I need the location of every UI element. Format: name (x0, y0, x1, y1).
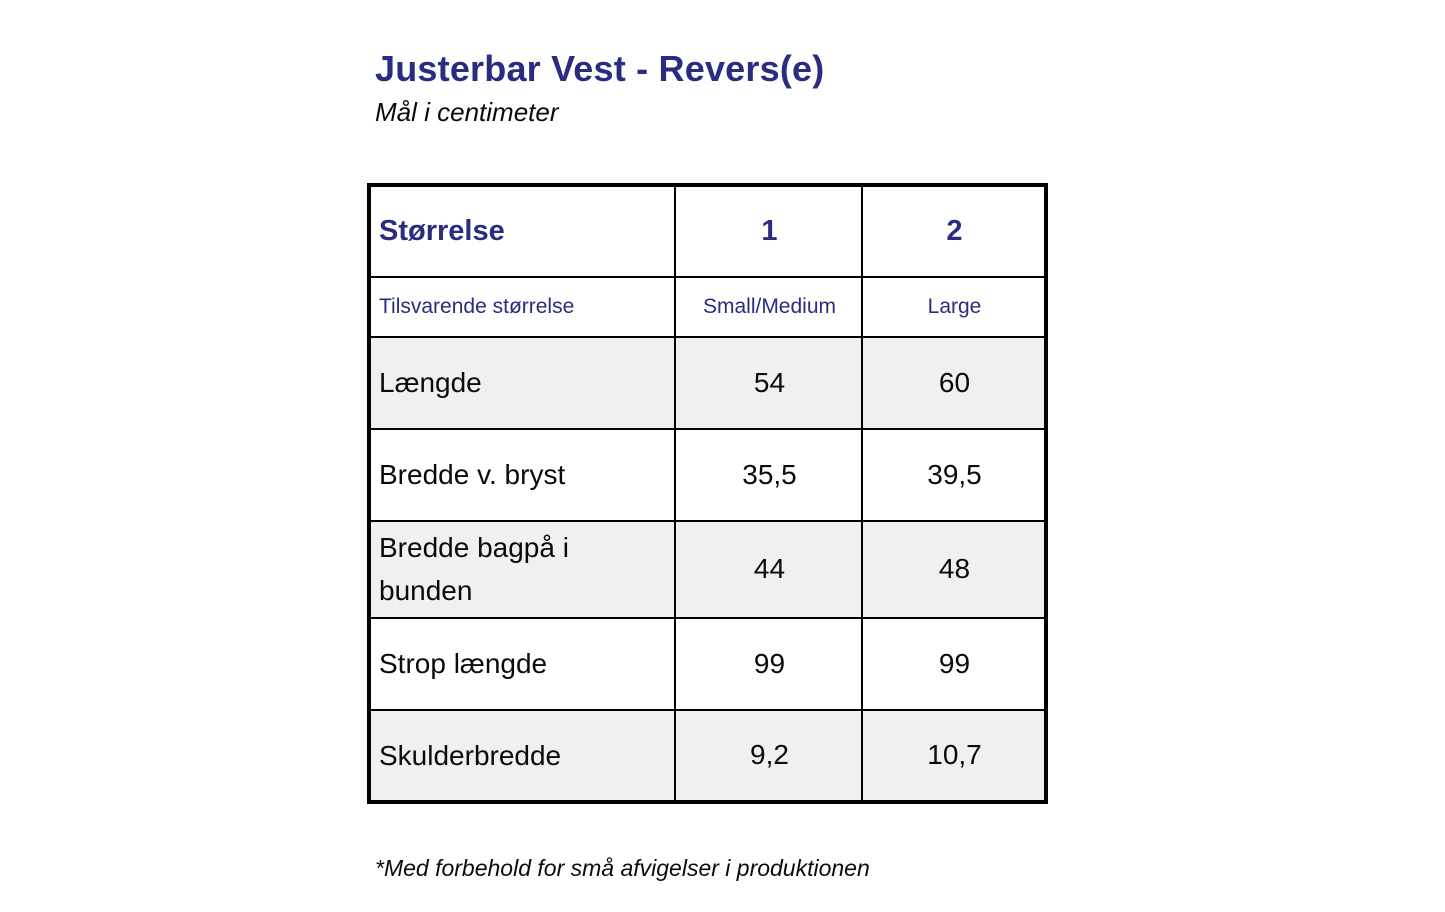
column-header-size: Størrelse (369, 185, 675, 277)
row-label: Bredde bagpå i bunden (369, 521, 675, 618)
column-header-size-2: 2 (862, 185, 1046, 277)
row-value: 99 (675, 618, 862, 710)
row-value: 10,7 (862, 710, 1046, 802)
table-row (369, 521, 1046, 618)
row-value: 54 (675, 337, 862, 429)
size-chart-table (367, 183, 1048, 804)
row-value: 35,5 (675, 429, 862, 521)
row-value: 60 (862, 337, 1046, 429)
table-row (369, 429, 1046, 521)
row-label: Bredde v. bryst (369, 429, 675, 521)
row-label: Længde (369, 337, 675, 429)
subheader-value-1: Small/Medium (675, 277, 862, 337)
subheader-label: Tilsvarende størrelse (369, 277, 675, 337)
row-value: 99 (862, 618, 1046, 710)
table-row (369, 710, 1046, 802)
row-label: Skulderbredde (369, 710, 675, 802)
row-value: 39,5 (862, 429, 1046, 521)
table-subheader-row (369, 277, 1046, 337)
title-block (375, 48, 824, 128)
table-row (369, 618, 1046, 710)
production-disclaimer-footnote: *Med forbehold for små afvigelser i produktionen (375, 855, 870, 881)
table-row (369, 337, 1046, 429)
table-header-row (369, 185, 1046, 277)
row-label: Strop længde (369, 618, 675, 710)
row-value: 9,2 (675, 710, 862, 802)
page-subtitle: Mål i centimeter (375, 97, 559, 128)
column-header-size-1: 1 (675, 185, 862, 277)
row-value: 48 (862, 521, 1046, 618)
page-title: Justerbar Vest - Revers(e) (375, 48, 825, 89)
row-value: 44 (675, 521, 862, 618)
subheader-value-2: Large (862, 277, 1046, 337)
